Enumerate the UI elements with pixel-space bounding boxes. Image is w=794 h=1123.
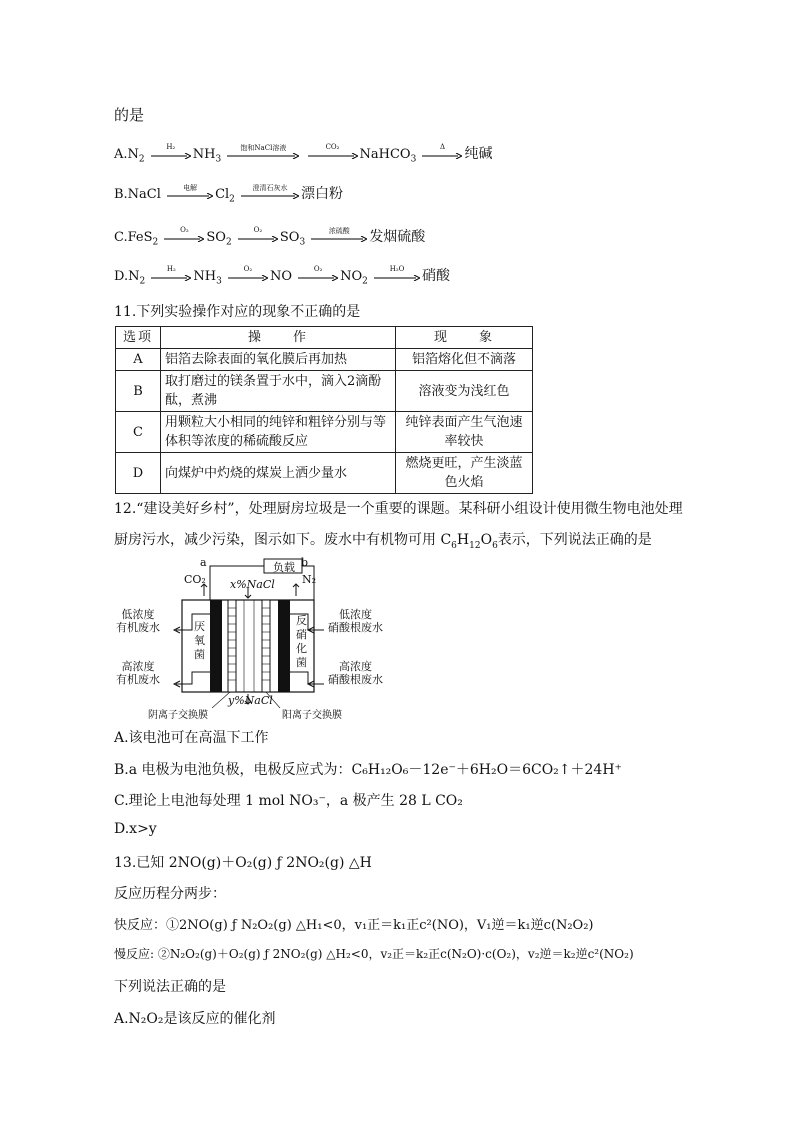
row-phenomenon: 纯锌表面产生气泡速率较快 <box>396 412 533 453</box>
right-high-label: 高浓度 硝酸根废水 <box>328 660 383 686</box>
q10-a-nahco3: NaHCO <box>359 147 411 162</box>
q10-b-start: B.NaCl <box>114 187 161 202</box>
q10-d-nh3: NH <box>193 269 217 284</box>
arrow-icon <box>308 142 358 164</box>
q13-line5: 下列说法正确的是 <box>114 979 226 995</box>
row-phenomenon: 溶液变为浅红色 <box>396 371 533 412</box>
arrow-icon <box>241 183 299 204</box>
row-phenomenon: 铝箔熔化但不滴落 <box>396 349 533 371</box>
row-operation: 用颗粒大小相同的纯锌和粗锌分别与等体积等浓度的稀硫酸反应 <box>161 412 396 453</box>
arrow-label: H₂ <box>166 142 176 151</box>
row-operation: 取打磨过的镁条置于水中，滴入2滴酚酞，煮沸 <box>161 371 396 412</box>
q10-option-c: C.FeS$_2$ O₂ $SO_2$ O₂ $SO_3$ 浓硫酸 发烟硫酸 <box>114 225 426 248</box>
arrow-icon <box>311 226 367 247</box>
table-row <box>116 412 533 453</box>
n2-label: N₂ <box>302 573 317 586</box>
q10-option-b: B.NaCl 电解 $Cl_2$ 澄清石灰水 漂白粉 <box>114 183 344 205</box>
arrow-icon <box>238 225 278 247</box>
electrode-a-label: a <box>200 556 207 569</box>
row-phenomenon: 燃烧更旺，产生淡蓝色火焰 <box>396 453 533 494</box>
left-low-label: 低浓度 有机废水 <box>116 608 160 634</box>
header-phenomenon: 现 象 <box>396 327 533 349</box>
arrow-label: O₂ <box>253 225 263 234</box>
q11-title: 11.下列实验操作对应的现象不正确的是 <box>114 304 361 320</box>
q13-line2: 反应历程分两步： <box>114 886 226 902</box>
arrow-icon <box>228 264 268 286</box>
q12-option-b: B.a 电极为电池负极，电极反应式为：C₆H₁₂O₆－12e⁻＋6H₂O＝6CO₂↑＋24H⁺ <box>114 762 622 778</box>
q12-option-c: C.理论上电池每处理 1 mol NO₃⁻，a 极产生 28 L CO₂ <box>114 793 463 809</box>
q10-a-end: 纯碱 <box>464 146 493 162</box>
q10-c-so2: SO <box>206 230 226 245</box>
q10-option-a: $A.N_2$ H₂ $NH_3$ 饱和NaCl溶液 CO₂ NaHCO$_3$ Δ 纯碱 <box>114 142 493 165</box>
q10-c-so3: SO <box>279 230 300 245</box>
q10-b-end: 漂白粉 <box>301 186 344 202</box>
q10-d-end: 硝酸 <box>422 268 451 284</box>
q10-d-start: D.N <box>114 269 140 284</box>
table-row <box>116 349 533 371</box>
right-low-label: 低浓度 硝酸根废水 <box>328 608 383 634</box>
row-option: A <box>116 349 161 371</box>
q10-d-no: NO <box>269 269 292 284</box>
q10-option-d: $D.N_2$ H₂ $NH_3$ O₂ NO O₂ $NO_2$ H₂O 硝酸 <box>114 264 451 287</box>
q10-c-end: 发烟硫酸 <box>369 229 426 245</box>
arrow-label: 饱和NaCl溶液 <box>240 143 287 152</box>
row-operation: 铝箔去除表面的氧化膜后再加热 <box>161 349 396 371</box>
q12-line2: 厨房污水，减少污染，图示如下。废水中有机物可用 $C_6H_{12}O_6$表示，下列说法正确的是 <box>114 532 652 551</box>
arrow-label: 澄清石灰水 <box>252 183 288 192</box>
arrow-icon <box>227 143 299 164</box>
q13-line4: 慢反应: ②N₂O₂(g)＋O₂(g) ƒ 2NO₂(g) △H₂<0，v₂正＝k₂正c(N₂O)·c(O₂)，v₂逆＝k₂逆c²(NO₂) <box>114 947 634 961</box>
arrow-label: O₂ <box>313 264 323 273</box>
arrow-icon <box>422 142 462 164</box>
arrow-icon <box>298 264 338 286</box>
co2-label: CO₂ <box>184 573 206 586</box>
anaerobe-label: 厌氧菌 <box>194 620 205 661</box>
q13-line3: 快反应：①2NO(g) ƒ N₂O₂(g) △H₁<0，v₁正＝k₁正c²(NO)，V₁逆＝k₁逆c(N₂O₂) <box>114 918 594 933</box>
arrow-icon <box>167 183 213 204</box>
arrow-label: 电解 <box>183 183 198 192</box>
electrode-b-label: b <box>301 556 309 569</box>
arrow-label: Δ <box>439 142 445 151</box>
q13-line1: 13.已知 2NO(g)＋O₂(g) ƒ 2NO₂(g) △H <box>114 855 372 871</box>
arrow-label: 浓硫酸 <box>328 226 350 235</box>
q12-option-a: A.该电池可在高温下工作 <box>114 730 269 746</box>
q10-a-nh3: NH <box>192 147 216 162</box>
q12-line2-end: 表示，下列说法正确的是 <box>497 532 652 548</box>
arrow-icon <box>164 225 204 247</box>
left-high-label: 高浓度 有机废水 <box>116 660 160 686</box>
row-operation: 向煤炉中灼烧的煤炭上洒少量水 <box>161 453 396 494</box>
arrow-label: H₂ <box>166 264 176 273</box>
bottom-salt-label: y%NaCl <box>228 694 273 707</box>
q10-b-cl2: Cl <box>215 187 230 202</box>
q10-d-no2: NO <box>340 269 363 284</box>
q13-option-a: A.N₂O₂是该反应的催化剂 <box>114 1011 276 1027</box>
arrow-icon <box>151 142 191 164</box>
row-option: C <box>116 412 161 453</box>
arrow-icon <box>151 264 191 286</box>
q12-option-d: D.x>y <box>114 821 157 837</box>
load-label: 负载 <box>273 561 295 574</box>
top-salt-label: x%NaCl <box>230 578 275 591</box>
table-row <box>116 371 533 412</box>
table-header-row <box>116 327 533 349</box>
q10-c-start: C.FeS <box>114 230 153 245</box>
denitrifier-label: 反硝化菌 <box>296 614 307 669</box>
header-operation: 操 作 <box>161 327 396 349</box>
table-row <box>116 453 533 494</box>
q10-a-start: A.N <box>114 147 139 162</box>
anion-membrane-label: 阴离子交换膜 <box>148 710 208 721</box>
header-option: 选项 <box>116 327 161 349</box>
q11-table <box>115 326 533 494</box>
q12-line1: 12.“建设美好乡村”，处理厨房垃圾是一个重要的课题。某科研小组设计使用微生物电池处理 <box>114 501 683 517</box>
row-option: D <box>116 453 161 494</box>
arrow-icon <box>374 264 420 286</box>
arrow-label: O₂ <box>180 225 189 234</box>
row-option: B <box>116 371 161 412</box>
microbial-cell-diagram <box>114 556 404 721</box>
arrow-label: O₂ <box>243 264 253 273</box>
arrow-label: H₂O <box>389 264 405 273</box>
intro-text: 的是 <box>114 106 145 124</box>
arrow-label: CO₂ <box>325 142 340 151</box>
q12-line2-start: 厨房污水，减少污染，图示如下。废水中有机物可用 C <box>114 532 452 548</box>
cation-membrane-label: 阳离子交换膜 <box>282 710 342 721</box>
